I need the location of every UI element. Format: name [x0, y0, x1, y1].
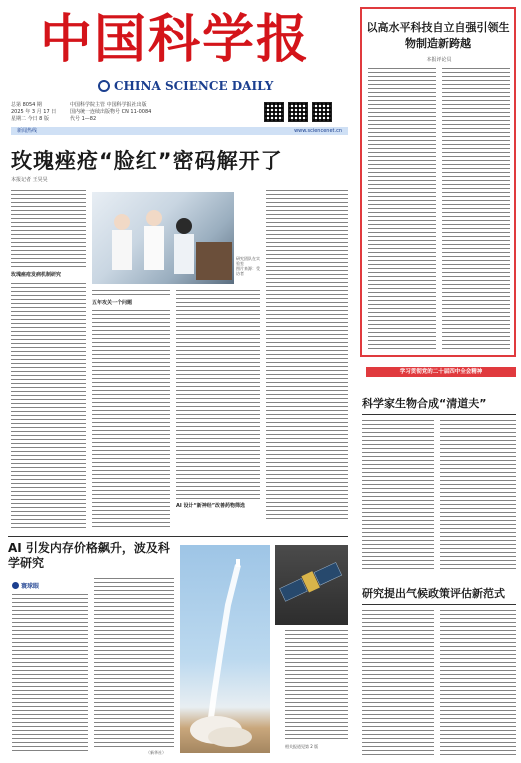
website-link[interactable]: www.sciencenet.cn	[294, 128, 342, 134]
rocket-plume-graphic	[180, 545, 270, 753]
main-headline: 玫瑰痤疮“脸红”密码解开了	[11, 149, 283, 173]
right-text-1b	[440, 420, 516, 570]
main-text-col-1b	[11, 283, 86, 528]
commentary-title: 以高水平科技自立自强引领生物制造新跨越	[366, 21, 510, 50]
masthead-english	[98, 78, 298, 94]
masthead-band	[11, 127, 348, 135]
main-text-col-1a	[11, 190, 86, 270]
photo-caption	[236, 256, 260, 282]
bottom-source: （新华社）	[146, 750, 166, 755]
issue-number: 总第 8054 期	[11, 102, 42, 108]
main-byline: 本报记者 王昊昊	[11, 177, 48, 183]
qr-code-icon	[312, 102, 332, 122]
issue-date: 2025 年 3 月 17 日	[11, 109, 57, 115]
satellite-image	[275, 545, 348, 625]
satellite-caption: 相关报道见第 2 版	[285, 744, 319, 749]
section-label: 五年攻关一个问题	[92, 300, 133, 306]
bottom-text-col-2	[94, 578, 174, 748]
right-text-1a	[362, 420, 434, 570]
band-label: 新闻热线	[17, 128, 38, 134]
column-label-text: 寰球眼	[21, 583, 40, 590]
satellite-graphic	[275, 545, 348, 625]
issue-codes: 代号 1—82	[70, 116, 97, 122]
bottom-headline: AI 引发内存价格飙升，波及科学研究	[8, 541, 170, 570]
bottom-text-col-1	[12, 594, 88, 754]
main-subhead-1: 玫瑰痤疮发病机制研究	[11, 272, 62, 278]
issn: 国内统一连续出版物号 CN 11-0084	[70, 109, 152, 115]
divider	[362, 414, 516, 415]
photo-caption-text: 研究团队在实验室	[236, 256, 260, 266]
masthead-english-text: CHINA SCIENCE DAILY	[114, 79, 274, 93]
issue-weekday: 星期二 今日 8 版	[11, 116, 49, 122]
right-text-2a	[362, 610, 434, 755]
globe-icon	[12, 582, 19, 589]
right-headline-2: 研究提出气候政策评估新范式	[362, 587, 505, 600]
main-text-col-2a	[92, 290, 170, 298]
lab-photo	[92, 192, 234, 284]
qr-code-icon	[288, 102, 308, 122]
divider	[362, 604, 516, 605]
photo-credit: 图片来源：受访者	[236, 266, 260, 276]
divider	[8, 536, 348, 537]
issue-info	[11, 102, 66, 123]
bottom-text-col-3	[285, 630, 348, 740]
section-tag: 学习贯彻党的二十届四中全会精神	[366, 367, 516, 377]
main-text-col-4	[266, 190, 348, 520]
publishers: 中国科学院主管 中国科学报社出版	[70, 102, 147, 108]
commentary-byline: 本报评论员	[426, 57, 452, 63]
right-headline-1: 科学家生物合成“清道夫”	[362, 397, 487, 410]
main-note: AI 设计“新神经”改善药物筛选	[176, 503, 246, 509]
qr-code-icon	[264, 102, 284, 122]
commentary-text-col-1	[368, 68, 436, 351]
masthead-title: 中国科学报	[40, 9, 311, 70]
cas-logo-icon	[98, 80, 110, 92]
right-text-2b	[440, 610, 516, 755]
column-label	[12, 582, 60, 590]
rocket-launch-photo	[180, 545, 270, 753]
commentary-text-col-2	[442, 68, 510, 351]
publisher-info	[70, 102, 260, 123]
main-text-col-3	[176, 290, 260, 500]
lab-photo-figures	[92, 192, 234, 284]
main-text-col-2b	[92, 310, 170, 528]
